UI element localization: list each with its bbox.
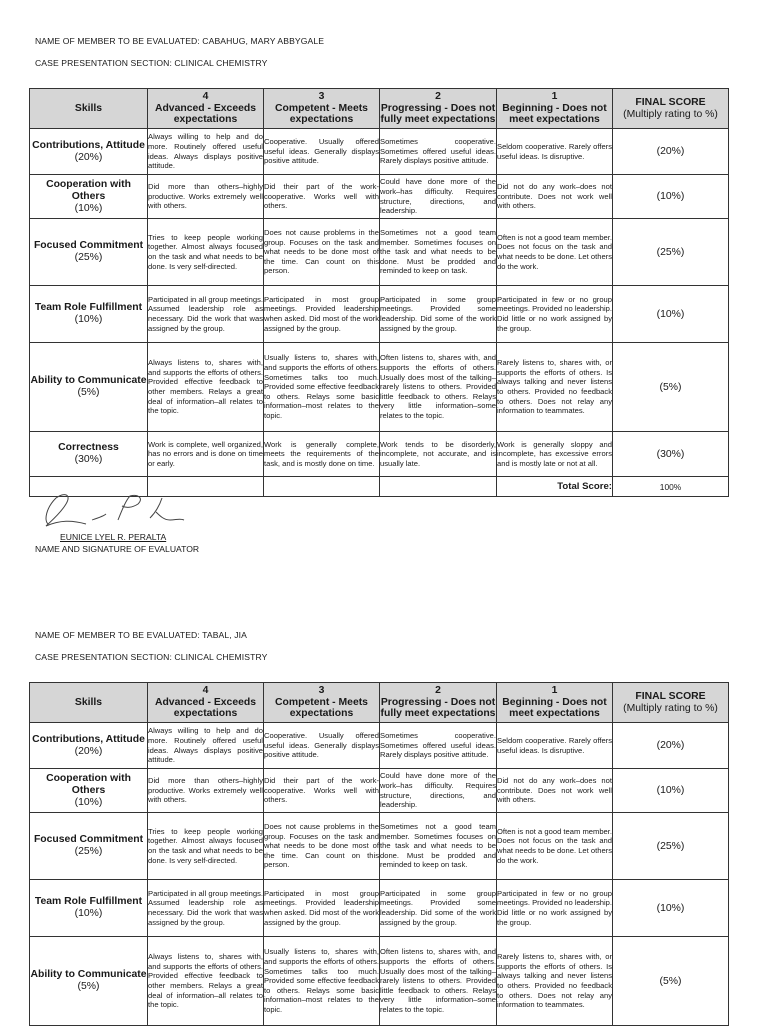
descriptor-cell: Could have done more of the work–has difficulty. Requires structure, directions, and leadership.	[380, 769, 497, 813]
total-score-label: Total Score:	[497, 477, 613, 497]
skill-cell: Focused Commitment (25%)	[30, 219, 148, 286]
level-3-header: 3 Competent - Meets expectations	[264, 89, 380, 129]
skill-cell: Contributions, Attitude (20%)	[30, 723, 148, 769]
evaluator-name: EUNICE LYEL R. PERALTA	[60, 532, 167, 542]
descriptor-cell: Does not cause problems in the group. Focuses on the task and what needs to be done most of the time. Can count on this person.	[264, 219, 380, 286]
descriptor-cell: Participated in few or no group meetings. Provided no leadership. Did little or no work assigned by the group.	[497, 286, 613, 343]
total-score-value: 100%	[613, 477, 729, 497]
evaluator-signature	[42, 490, 242, 530]
level-4-header: 4 Advanced - Exceeds expectations	[148, 89, 264, 129]
final-score-header: FINAL SCORE (Multiply rating to %)	[613, 683, 729, 723]
skill-cell: Ability to Communicate (5%)	[30, 937, 148, 1026]
level-4-header: 4 Advanced - Exceeds expectations	[148, 683, 264, 723]
descriptor-cell: Did more than others–highly productive. Works extremely well with others.	[148, 175, 264, 219]
skill-cell: Team Role Fulfillment (10%)	[30, 286, 148, 343]
descriptor-cell: Tries to keep people working together. Almost always focused on the task and what needs to be done. Is very self-directed.	[148, 813, 264, 880]
descriptor-cell: Participated in all group meetings. Assumed leadership role as necessary. Did the work that was assigned by the group.	[148, 286, 264, 343]
descriptor-cell: Work is generally complete, meets the requirements of the task, and is mostly done on time.	[264, 432, 380, 477]
final-score-cell: (10%)	[613, 286, 729, 343]
descriptor-cell: Rarely listens to, shares with, or supports the efforts of others. Is always talking and never listens to others. Provided no feedback to others. Does not relay any information to teammates.	[497, 343, 613, 432]
descriptor-cell: Often listens to, shares with, and supports the efforts of others. Usually does most of the talking–rarely listens to others. Provided little feedback to others. Relays very little information–some relates to the topic.	[380, 343, 497, 432]
skill-cell: Ability to Communicate (5%)	[30, 343, 148, 432]
final-score-cell: (30%)	[613, 432, 729, 477]
level-2-header: 2 Progressing - Does not fully meet expectations	[380, 683, 497, 723]
descriptor-cell: Seldom cooperative. Rarely offers useful ideas. Is disruptive.	[497, 129, 613, 175]
skill-cell: Focused Commitment (25%)	[30, 813, 148, 880]
final-score-cell: (10%)	[613, 175, 729, 219]
descriptor-cell: Tries to keep people working together. Almost always focused on the task and what needs to be done. Is very self-directed.	[148, 219, 264, 286]
descriptor-cell: Participated in some group meetings. Provided some leadership. Did some of the work assigned by the group.	[380, 880, 497, 937]
table-row	[30, 129, 729, 175]
table-row	[30, 723, 729, 769]
table-row	[30, 880, 729, 937]
descriptor-cell: Always willing to help and do more. Routinely offered useful ideas. Always displays positive attitude.	[148, 723, 264, 769]
skill-cell: Contributions, Attitude (20%)	[30, 129, 148, 175]
rubric-table	[29, 88, 729, 497]
final-score-cell: (20%)	[613, 723, 729, 769]
descriptor-cell: Did not do any work–does not contribute. Does not work well with others.	[497, 769, 613, 813]
skills-header: Skills	[30, 683, 148, 723]
skill-cell: Cooperation with Others (10%)	[30, 175, 148, 219]
descriptor-cell: Cooperative. Usually offered useful ideas. Generally displays positive attitude.	[264, 723, 380, 769]
descriptor-cell: Usually listens to, shares with, and supports the efforts of others. Sometimes talks too much. Provided some effective feedback to others. Relays some basic information–most relates to the topic.	[264, 937, 380, 1026]
descriptor-cell: Seldom cooperative. Rarely offers useful ideas. Is disruptive.	[497, 723, 613, 769]
skill-cell: Team Role Fulfillment (10%)	[30, 880, 148, 937]
member-name-label: NAME OF MEMBER TO BE EVALUATED: TABAL, JIA	[35, 630, 247, 640]
descriptor-cell: Sometimes cooperative. Sometimes offered useful ideas. Rarely displays positive attitude.	[380, 723, 497, 769]
rubric-header-row	[30, 89, 729, 129]
descriptor-cell: Work tends to be disorderly, incomplete, not accurate, and is usually late.	[380, 432, 497, 477]
final-score-cell: (20%)	[613, 129, 729, 175]
descriptor-cell: Did not do any work–does not contribute. Does not work well with others.	[497, 175, 613, 219]
descriptor-cell: Usually listens to, shares with, and supports the efforts of others. Sometimes talks too much. Provided some effective feedback to others. Relays some basic information–most relates to the topic.	[264, 343, 380, 432]
descriptor-cell: Often listens to, shares with, and supports the efforts of others. Usually does most of the talking–rarely listens to others. Provided little feedback to others. Relays very little information–some relates to the topic.	[380, 937, 497, 1026]
table-row	[30, 769, 729, 813]
descriptor-cell: Sometimes not a good team member. Sometimes focuses on the task and what needs to be done. Must be prodded and reminded to keep on task.	[380, 219, 497, 286]
descriptor-cell: Work is complete, well organized, has no errors and is done on time or early.	[148, 432, 264, 477]
final-score-cell: (10%)	[613, 880, 729, 937]
final-score-cell: (5%)	[613, 937, 729, 1026]
total-spacer	[264, 477, 380, 497]
table-row	[30, 286, 729, 343]
final-score-cell: (5%)	[613, 343, 729, 432]
descriptor-cell: Always listens to, shares with, and supports the efforts of others. Provided effective feedback to other members. Relays a great deal of information–all relates to the topic.	[148, 937, 264, 1026]
member-name-label: NAME OF MEMBER TO BE EVALUATED: CABAHUG, MARY ABBYGALE	[35, 36, 325, 46]
section-label: CASE PRESENTATION SECTION: CLINICAL CHEMISTRY	[35, 58, 268, 68]
level-2-header: 2 Progressing - Does not fully meet expectations	[380, 89, 497, 129]
table-row	[30, 937, 729, 1026]
table-row	[30, 219, 729, 286]
descriptor-cell: Participated in most group meetings. Provided leadership when asked. Did most of the work assigned by the group.	[264, 880, 380, 937]
table-row	[30, 813, 729, 880]
table-row	[30, 343, 729, 432]
total-spacer	[380, 477, 497, 497]
descriptor-cell: Often is not a good team member. Does not focus on the task and what needs to be done. Let others do the work.	[497, 813, 613, 880]
final-score-cell: (25%)	[613, 813, 729, 880]
table-row	[30, 432, 729, 477]
skill-cell: Cooperation with Others (10%)	[30, 769, 148, 813]
table-row	[30, 175, 729, 219]
level-1-header: 1 Beginning - Does not meet expectations	[497, 683, 613, 723]
skills-header: Skills	[30, 89, 148, 129]
descriptor-cell: Rarely listens to, shares with, or supports the efforts of others. Is always talking and never listens to others. Provided no feedback to others. Does not relay any information to teammates.	[497, 937, 613, 1026]
rubric-header-row	[30, 683, 729, 723]
descriptor-cell: Always listens to, shares with, and supports the efforts of others. Provided effective feedback to other members. Relays a great deal of information–all relates to the topic.	[148, 343, 264, 432]
descriptor-cell: Does not cause problems in the group. Focuses on the task and what needs to be done most of the time. Can count on this person.	[264, 813, 380, 880]
descriptor-cell: Often is not a good team member. Does not focus on the task and what needs to be done. Let others do the work.	[497, 219, 613, 286]
descriptor-cell: Work is generally sloppy and incomplete, has excessive errors and is mostly late or not at all.	[497, 432, 613, 477]
level-1-header: 1 Beginning - Does not meet expectations	[497, 89, 613, 129]
final-score-cell: (10%)	[613, 769, 729, 813]
descriptor-cell: Participated in few or no group meetings. Provided no leadership. Did little or no work assigned by the group.	[497, 880, 613, 937]
descriptor-cell: Did more than others–highly productive. Works extremely well with others.	[148, 769, 264, 813]
rubric-table	[29, 682, 729, 1026]
descriptor-cell: Sometimes not a good team member. Sometimes focuses on the task and what needs to be done. Must be prodded and reminded to keep on task.	[380, 813, 497, 880]
descriptor-cell: Participated in most group meetings. Provided leadership when asked. Did most of the work assigned by the group.	[264, 286, 380, 343]
descriptor-cell: Did their part of the work-cooperative. Works well with others.	[264, 769, 380, 813]
descriptor-cell: Did their part of the work-cooperative. Works well with others.	[264, 175, 380, 219]
final-score-cell: (25%)	[613, 219, 729, 286]
descriptor-cell: Participated in all group meetings. Assumed leadership role as necessary. Did the work that was assigned by the group.	[148, 880, 264, 937]
level-3-header: 3 Competent - Meets expectations	[264, 683, 380, 723]
descriptor-cell: Could have done more of the work–has difficulty. Requires structure, directions, and leadership.	[380, 175, 497, 219]
descriptor-cell: Always willing to help and do more. Routinely offered useful ideas. Always displays positive attitude.	[148, 129, 264, 175]
skill-cell: Correctness (30%)	[30, 432, 148, 477]
section-label: CASE PRESENTATION SECTION: CLINICAL CHEMISTRY	[35, 652, 268, 662]
descriptor-cell: Sometimes cooperative. Sometimes offered useful ideas. Rarely displays positive attitude.	[380, 129, 497, 175]
final-score-header: FINAL SCORE (Multiply rating to %)	[613, 89, 729, 129]
descriptor-cell: Cooperative. Usually offered useful ideas. Generally displays positive attitude.	[264, 129, 380, 175]
descriptor-cell: Participated in some group meetings. Provided some leadership. Did some of the work assigned by the group.	[380, 286, 497, 343]
evaluator-caption: NAME AND SIGNATURE OF EVALUATOR	[35, 544, 200, 554]
